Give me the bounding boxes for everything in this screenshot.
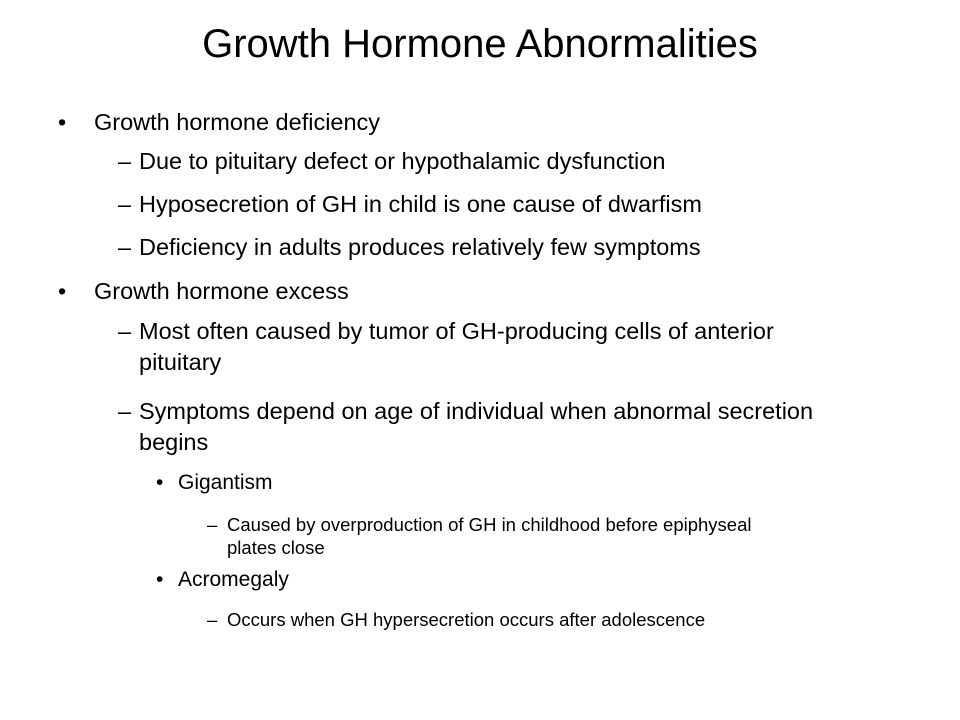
- dash-marker: –: [207, 514, 218, 535]
- bullet-marker: •: [156, 568, 164, 591]
- sub-bullet-text: Hyposecretion of GH in child is one cause of dwarfism: [139, 191, 702, 217]
- dash-marker: –: [118, 148, 132, 174]
- condition-detail-text: Caused by overproduction of GH in childhood before epiphyseal plates close: [227, 514, 752, 558]
- bullet-marker: •: [58, 109, 67, 135]
- bullet-marker: •: [156, 471, 164, 494]
- slide-title: Growth Hormone Abnormalities: [202, 22, 758, 66]
- dash-marker: –: [118, 234, 132, 260]
- sub-bullet-item: [118, 396, 858, 462]
- sub-bullet-text: Due to pituitary defect or hypothalamic dysfunction: [139, 148, 666, 174]
- condition-detail-text: Occurs when GH hypersecretion occurs after adolescence: [227, 609, 706, 630]
- sub-bullet-text: Symptoms depend on age of individual when abnormal secretion begins: [139, 398, 814, 455]
- bullet-text: Growth hormone excess: [94, 278, 349, 304]
- sub-bullet-text: Deficiency in adults produces relatively few symptoms: [139, 234, 701, 260]
- dash-marker: –: [118, 398, 132, 424]
- sub-bullet-text: Most often caused by tumor of GH-producing cells of anterior pituitary: [139, 318, 774, 375]
- bullet-marker: •: [58, 278, 67, 304]
- dash-marker: –: [207, 609, 218, 630]
- dash-marker: –: [118, 318, 132, 344]
- condition-detail-item: [207, 513, 847, 561]
- condition-name: Gigantism: [178, 471, 273, 494]
- condition-name: Acromegaly: [178, 568, 289, 591]
- bullet-text: Growth hormone deficiency: [94, 109, 381, 135]
- sub-bullet-item: [118, 316, 858, 382]
- dash-marker: –: [118, 191, 132, 217]
